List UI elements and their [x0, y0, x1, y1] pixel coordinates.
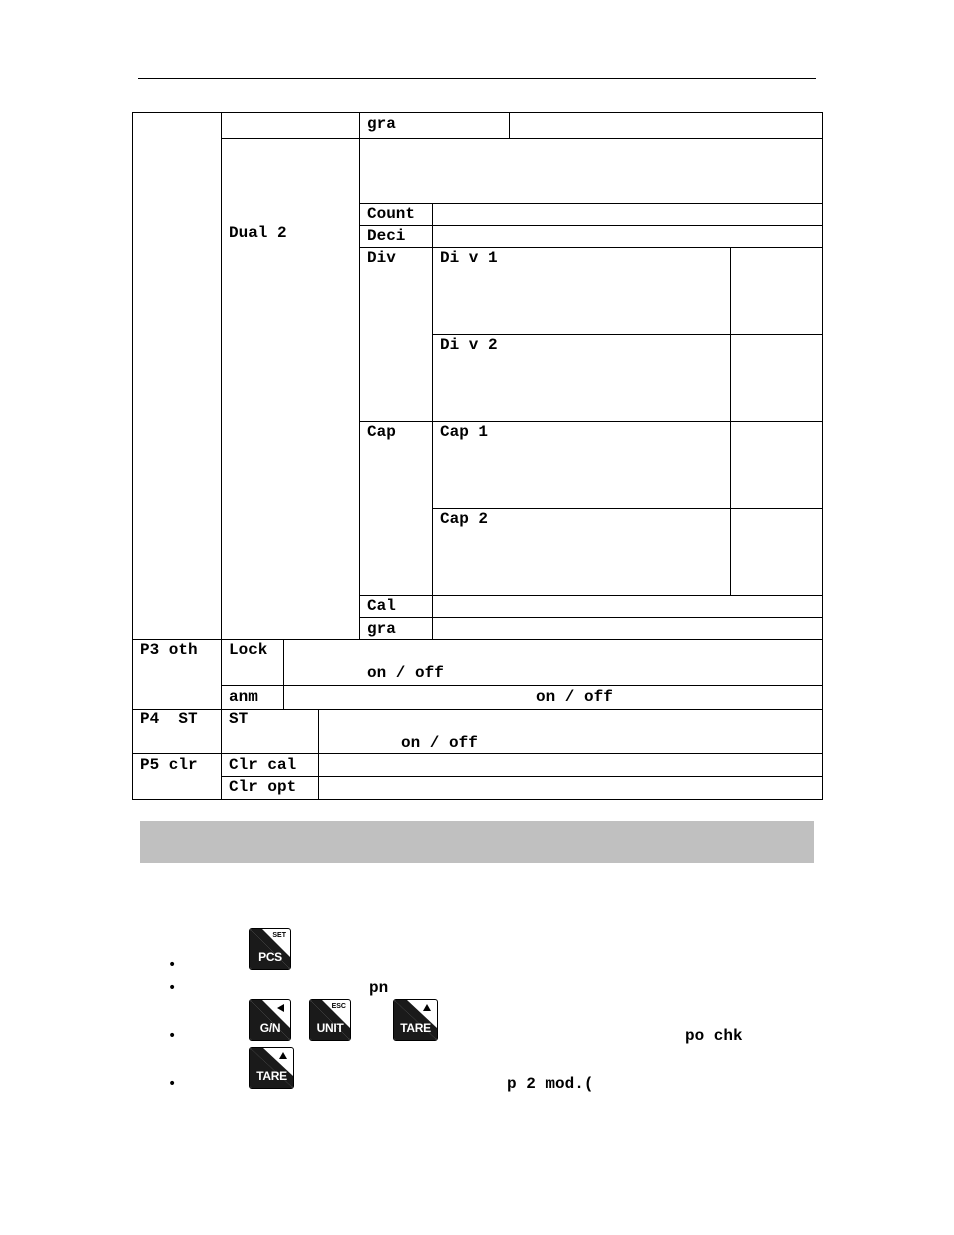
col-divider-1: [221, 112, 222, 800]
step-pn: pn: [369, 979, 389, 997]
tare-key-icon-2: [249, 1047, 294, 1089]
unit-key-top-label: ESC: [331, 1003, 346, 1010]
row-line-div-top: [359, 247, 823, 248]
up-arrow-icon: [423, 1004, 431, 1011]
col-divider-gra: [509, 112, 510, 138]
row-line-anm-top: [221, 685, 823, 686]
row-line-cap2-top: [432, 508, 823, 509]
row-line-clr-opt-top: [221, 776, 823, 777]
col-divider-p4-p5: [318, 709, 319, 800]
cell-clr-cal: Clr cal: [229, 756, 297, 774]
step-po-chk: po chk: [685, 1027, 743, 1045]
cell-div: Div: [367, 249, 396, 267]
row-line-gra2-top: [359, 617, 823, 618]
cell-anm: anm: [229, 688, 258, 706]
bullet-2: •: [168, 980, 177, 996]
cell-cap-2: Cap 2: [440, 510, 489, 528]
col-divider-2: [359, 112, 360, 640]
cell-p5-clr: P5 clr: [140, 756, 198, 774]
header-rule: [138, 78, 816, 79]
cell-cap: Cap: [367, 423, 396, 441]
cell-deci: Deci: [367, 227, 406, 245]
tare-key-icon: [393, 999, 438, 1041]
cell-lock-onoff: on / off: [367, 664, 444, 682]
step-p2-mod: p 2 mod.(: [507, 1075, 594, 1093]
cell-lock: Lock: [229, 641, 268, 659]
cell-cap-1: Cap 1: [440, 423, 489, 441]
tare-key-label: TARE: [400, 1021, 431, 1035]
cell-count: Count: [367, 205, 416, 223]
row-line-p5-top: [132, 753, 823, 754]
table-border-top: [132, 112, 823, 113]
row-line-div2-top: [432, 334, 823, 335]
col-divider-p3: [283, 639, 284, 710]
bullet-1: •: [168, 957, 177, 973]
unit-key-icon: [309, 999, 351, 1041]
row-line-gra: [221, 138, 823, 139]
gn-key-icon: [249, 999, 291, 1041]
row-line-count-top: [359, 203, 823, 204]
cell-clr-opt: Clr opt: [229, 778, 297, 796]
row-line-p3-top: [132, 639, 823, 640]
table-border-bottom: [132, 799, 823, 800]
bullet-4: •: [168, 1076, 177, 1092]
cell-gra-2: gra: [367, 620, 396, 638]
cell-st: ST: [229, 710, 249, 728]
row-line-cap-top: [359, 421, 823, 422]
section-heading-bar: [140, 821, 814, 863]
cell-div-2: Di v 2: [440, 336, 498, 354]
pcs-key-top-label: SET: [272, 932, 286, 939]
tare-key-label: TARE: [256, 1069, 287, 1083]
pcs-key-icon: [249, 928, 291, 970]
table-border-right: [822, 112, 823, 800]
cell-p3-oth: P3 oth: [140, 641, 198, 659]
cell-dual-2: Dual 2: [229, 224, 287, 242]
table-border-left: [132, 112, 133, 800]
cell-cal: Cal: [367, 597, 396, 615]
row-line-deci-top: [359, 225, 823, 226]
up-arrow-icon: [279, 1052, 287, 1059]
bullet-3: •: [168, 1028, 177, 1044]
row-line-cal-top: [359, 595, 823, 596]
cell-div-1: Di v 1: [440, 249, 498, 267]
cell-anm-onoff: on / off: [536, 688, 613, 706]
pcs-key-label: PCS: [258, 950, 282, 964]
unit-key-label: UNIT: [316, 1021, 344, 1035]
left-arrow-icon: [277, 1004, 284, 1012]
cell-p4-st: P4 ST: [140, 710, 198, 728]
cell-gra-1: gra: [367, 115, 396, 133]
gn-key-label: G/N: [259, 1021, 281, 1035]
cell-st-onoff: on / off: [401, 734, 478, 752]
